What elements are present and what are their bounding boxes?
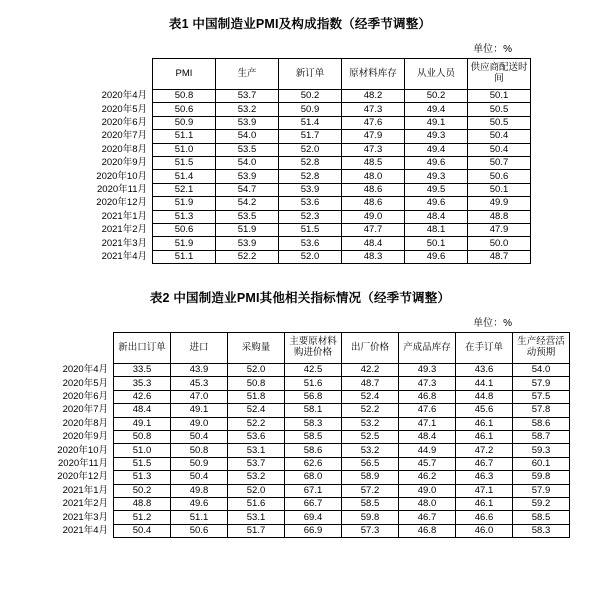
document-page bbox=[0, 14, 600, 600]
table-row bbox=[69, 90, 531, 103]
data-cell: 51.1 bbox=[171, 511, 228, 524]
table-row bbox=[30, 377, 570, 390]
table1-body bbox=[69, 90, 531, 264]
row-label: 2021年4月 bbox=[62, 524, 108, 536]
data-cell: 49.0 bbox=[171, 417, 228, 430]
data-cell: 50.5 bbox=[468, 116, 531, 129]
row-label: 2021年2月 bbox=[101, 224, 147, 236]
data-cell: 48.4 bbox=[405, 210, 468, 223]
data-cell: 60.1 bbox=[513, 457, 570, 470]
data-cell: 48.4 bbox=[399, 431, 456, 444]
data-cell: 50.6 bbox=[171, 524, 228, 537]
data-cell: 58.6 bbox=[285, 444, 342, 457]
data-cell: 42.2 bbox=[342, 364, 399, 377]
data-cell: 53.9 bbox=[279, 183, 342, 196]
data-cell: 52.8 bbox=[279, 156, 342, 169]
data-cell: 51.0 bbox=[153, 143, 216, 156]
data-cell: 45.6 bbox=[456, 404, 513, 417]
data-cell: 49.4 bbox=[405, 103, 468, 116]
data-cell: 46.7 bbox=[456, 457, 513, 470]
table-row bbox=[30, 511, 570, 524]
table1-col-header-5: 供应商配送时间 bbox=[468, 59, 531, 90]
data-cell: 48.3 bbox=[342, 250, 405, 263]
data-cell: 51.5 bbox=[114, 457, 171, 470]
table2-col-header-0: 新出口订单 bbox=[114, 333, 171, 364]
data-cell: 52.5 bbox=[342, 431, 399, 444]
data-cell: 48.7 bbox=[342, 377, 399, 390]
table-row bbox=[69, 237, 531, 250]
table-row bbox=[30, 444, 570, 457]
table-row bbox=[30, 484, 570, 497]
data-cell: 58.5 bbox=[285, 431, 342, 444]
data-cell: 59.8 bbox=[342, 511, 399, 524]
data-cell: 48.2 bbox=[342, 90, 405, 103]
data-cell: 44.1 bbox=[456, 377, 513, 390]
data-cell: 50.2 bbox=[405, 90, 468, 103]
row-label: 2020年12月 bbox=[96, 197, 147, 209]
data-cell: 49.5 bbox=[405, 183, 468, 196]
row-label: 2020年4月 bbox=[101, 90, 147, 102]
data-cell: 53.6 bbox=[279, 197, 342, 210]
data-cell: 58.7 bbox=[513, 431, 570, 444]
data-cell: 68.0 bbox=[285, 471, 342, 484]
data-cell: 52.3 bbox=[279, 210, 342, 223]
data-cell: 62.6 bbox=[285, 457, 342, 470]
data-cell: 47.1 bbox=[456, 484, 513, 497]
data-cell: 53.2 bbox=[228, 471, 285, 484]
row-label: 2020年8月 bbox=[62, 417, 108, 429]
data-cell: 57.9 bbox=[513, 377, 570, 390]
data-cell: 52.1 bbox=[153, 183, 216, 196]
data-cell: 51.5 bbox=[153, 156, 216, 169]
table1-col-header-1: 生产 bbox=[216, 59, 279, 90]
table2-col-header-7: 生产经营活动预期 bbox=[513, 333, 570, 364]
row-label: 2021年4月 bbox=[101, 250, 147, 262]
table2-col-header-6: 在手订单 bbox=[456, 333, 513, 364]
data-cell: 52.0 bbox=[279, 143, 342, 156]
data-cell: 47.3 bbox=[342, 143, 405, 156]
data-cell: 53.5 bbox=[216, 143, 279, 156]
table-row bbox=[69, 223, 531, 236]
data-cell: 50.1 bbox=[405, 237, 468, 250]
data-cell: 50.4 bbox=[468, 130, 531, 143]
data-cell: 46.2 bbox=[399, 471, 456, 484]
table-row bbox=[69, 183, 531, 196]
row-label: 2021年3月 bbox=[62, 511, 108, 523]
table-row bbox=[69, 210, 531, 223]
data-cell: 51.4 bbox=[153, 170, 216, 183]
table2-col-header-4: 出厂价格 bbox=[342, 333, 399, 364]
row-label: 2021年1月 bbox=[62, 484, 108, 496]
table2-col-header-5: 产成品库存 bbox=[399, 333, 456, 364]
row-label: 2021年2月 bbox=[62, 498, 108, 510]
data-cell: 51.0 bbox=[114, 444, 171, 457]
row-label: 2020年11月 bbox=[58, 458, 108, 470]
row-label: 2021年1月 bbox=[101, 210, 147, 222]
data-cell: 52.2 bbox=[216, 250, 279, 263]
data-cell: 51.9 bbox=[216, 223, 279, 236]
table-row bbox=[30, 497, 570, 510]
table1-col-header-0: PMI bbox=[153, 59, 216, 90]
table-row bbox=[69, 197, 531, 210]
table2-body bbox=[30, 364, 570, 538]
data-cell: 49.3 bbox=[405, 130, 468, 143]
data-cell: 52.2 bbox=[342, 404, 399, 417]
data-cell: 53.1 bbox=[228, 444, 285, 457]
row-label: 2020年6月 bbox=[101, 116, 147, 128]
row-label: 2020年5月 bbox=[62, 377, 108, 389]
table-row bbox=[30, 417, 570, 430]
table-row bbox=[30, 524, 570, 537]
table2-head bbox=[30, 333, 570, 364]
data-cell: 48.5 bbox=[342, 156, 405, 169]
data-cell: 50.9 bbox=[279, 103, 342, 116]
data-cell: 57.9 bbox=[513, 484, 570, 497]
row-label: 2020年8月 bbox=[101, 143, 147, 155]
data-cell: 46.6 bbox=[456, 511, 513, 524]
data-cell: 58.3 bbox=[513, 524, 570, 537]
data-cell: 50.2 bbox=[114, 484, 171, 497]
table1-header-row bbox=[69, 59, 531, 90]
data-cell: 50.8 bbox=[114, 431, 171, 444]
data-cell: 48.4 bbox=[342, 237, 405, 250]
table1-wrapper bbox=[0, 58, 600, 264]
data-cell: 48.6 bbox=[342, 183, 405, 196]
data-cell: 51.3 bbox=[153, 210, 216, 223]
data-cell: 50.8 bbox=[228, 377, 285, 390]
data-cell: 50.1 bbox=[468, 183, 531, 196]
data-cell: 50.5 bbox=[468, 103, 531, 116]
data-cell: 47.9 bbox=[468, 223, 531, 236]
data-cell: 53.2 bbox=[216, 103, 279, 116]
table-row bbox=[69, 130, 531, 143]
data-cell: 49.1 bbox=[405, 116, 468, 129]
row-label: 2020年9月 bbox=[62, 431, 108, 443]
data-cell: 53.7 bbox=[216, 90, 279, 103]
data-cell: 49.0 bbox=[342, 210, 405, 223]
data-cell: 49.4 bbox=[405, 143, 468, 156]
row-label: 2020年11月 bbox=[97, 183, 147, 195]
data-cell: 51.8 bbox=[228, 390, 285, 403]
data-cell: 49.1 bbox=[171, 404, 228, 417]
data-cell: 66.7 bbox=[285, 497, 342, 510]
data-cell: 46.8 bbox=[399, 524, 456, 537]
data-cell: 52.0 bbox=[279, 250, 342, 263]
data-cell: 56.8 bbox=[285, 390, 342, 403]
table1-title: 表1 中国制造业PMI及构成指数（经季节调整） bbox=[168, 17, 432, 31]
row-label: 2020年10月 bbox=[96, 170, 147, 182]
data-cell: 47.2 bbox=[456, 444, 513, 457]
data-cell: 48.8 bbox=[468, 210, 531, 223]
table1-head bbox=[69, 59, 531, 90]
data-cell: 46.7 bbox=[399, 511, 456, 524]
data-cell: 52.8 bbox=[279, 170, 342, 183]
row-label: 2020年6月 bbox=[62, 391, 108, 403]
table1-corner-cell bbox=[69, 59, 153, 90]
data-cell: 49.3 bbox=[405, 170, 468, 183]
data-cell: 58.5 bbox=[342, 497, 399, 510]
data-cell: 45.3 bbox=[171, 377, 228, 390]
data-cell: 67.1 bbox=[285, 484, 342, 497]
data-cell: 50.7 bbox=[468, 156, 531, 169]
data-cell: 53.6 bbox=[228, 431, 285, 444]
data-cell: 46.0 bbox=[456, 524, 513, 537]
table2-header-row bbox=[30, 333, 570, 364]
data-cell: 50.0 bbox=[468, 237, 531, 250]
row-label: 2020年4月 bbox=[62, 364, 108, 376]
data-cell: 56.5 bbox=[342, 457, 399, 470]
data-cell: 50.1 bbox=[468, 90, 531, 103]
data-cell: 49.6 bbox=[171, 497, 228, 510]
data-cell: 50.4 bbox=[114, 524, 171, 537]
data-cell: 66.9 bbox=[285, 524, 342, 537]
data-cell: 54.0 bbox=[216, 130, 279, 143]
data-cell: 47.7 bbox=[342, 223, 405, 236]
data-cell: 50.4 bbox=[171, 431, 228, 444]
data-cell: 54.2 bbox=[216, 197, 279, 210]
data-cell: 59.8 bbox=[513, 471, 570, 484]
data-cell: 44.9 bbox=[399, 444, 456, 457]
table2-title: 表2 中国制造业PMI其他相关指标情况（经季节调整） bbox=[149, 291, 451, 306]
table-row bbox=[69, 170, 531, 183]
data-cell: 57.8 bbox=[513, 404, 570, 417]
row-label: 2020年9月 bbox=[101, 157, 147, 169]
data-cell: 50.2 bbox=[279, 90, 342, 103]
data-cell: 50.6 bbox=[153, 103, 216, 116]
table-row bbox=[30, 457, 570, 470]
data-cell: 53.9 bbox=[216, 237, 279, 250]
row-label: 2020年5月 bbox=[101, 103, 147, 115]
table1-col-header-4: 从业人员 bbox=[405, 59, 468, 90]
data-cell: 51.7 bbox=[228, 524, 285, 537]
data-cell: 51.4 bbox=[279, 116, 342, 129]
data-cell: 51.7 bbox=[279, 130, 342, 143]
data-cell: 53.5 bbox=[216, 210, 279, 223]
data-cell: 49.8 bbox=[171, 484, 228, 497]
data-cell: 51.1 bbox=[153, 130, 216, 143]
table-row bbox=[69, 156, 531, 169]
data-cell: 54.7 bbox=[216, 183, 279, 196]
table-row bbox=[30, 390, 570, 403]
data-cell: 53.9 bbox=[216, 170, 279, 183]
table2-unit: 单位：% bbox=[473, 318, 512, 330]
data-cell: 50.9 bbox=[153, 116, 216, 129]
data-cell: 50.6 bbox=[153, 223, 216, 236]
table-row bbox=[69, 250, 531, 263]
row-label: 2021年3月 bbox=[101, 237, 147, 249]
data-cell: 50.6 bbox=[468, 170, 531, 183]
data-cell: 47.6 bbox=[342, 116, 405, 129]
data-cell: 53.2 bbox=[342, 417, 399, 430]
data-cell: 47.6 bbox=[399, 404, 456, 417]
data-cell: 52.0 bbox=[228, 484, 285, 497]
data-cell: 54.0 bbox=[513, 364, 570, 377]
data-cell: 53.1 bbox=[228, 511, 285, 524]
data-cell: 51.2 bbox=[114, 511, 171, 524]
table1-col-header-3: 原材料库存 bbox=[342, 59, 405, 90]
data-cell: 53.7 bbox=[228, 457, 285, 470]
data-cell: 45.7 bbox=[399, 457, 456, 470]
data-cell: 46.1 bbox=[456, 497, 513, 510]
table-row bbox=[30, 404, 570, 417]
table1-unit: 单位：% bbox=[473, 44, 512, 55]
table-row bbox=[30, 364, 570, 377]
data-cell: 33.5 bbox=[114, 364, 171, 377]
data-cell: 49.6 bbox=[405, 156, 468, 169]
data-cell: 50.9 bbox=[171, 457, 228, 470]
data-cell: 46.8 bbox=[399, 390, 456, 403]
data-cell: 59.3 bbox=[513, 444, 570, 457]
data-cell: 48.1 bbox=[405, 223, 468, 236]
data-cell: 50.8 bbox=[153, 90, 216, 103]
table2-col-header-1: 进口 bbox=[171, 333, 228, 364]
data-cell: 53.2 bbox=[342, 444, 399, 457]
data-cell: 35.3 bbox=[114, 377, 171, 390]
data-cell: 46.1 bbox=[456, 431, 513, 444]
data-cell: 48.8 bbox=[114, 497, 171, 510]
data-cell: 43.6 bbox=[456, 364, 513, 377]
data-cell: 69.4 bbox=[285, 511, 342, 524]
data-cell: 44.8 bbox=[456, 390, 513, 403]
data-cell: 53.6 bbox=[279, 237, 342, 250]
data-cell: 49.9 bbox=[468, 197, 531, 210]
data-cell: 58.1 bbox=[285, 404, 342, 417]
row-label: 2020年12月 bbox=[57, 471, 108, 483]
data-cell: 51.3 bbox=[114, 471, 171, 484]
data-cell: 52.4 bbox=[228, 404, 285, 417]
data-cell: 48.6 bbox=[342, 197, 405, 210]
pmi-other-indicators-table bbox=[30, 332, 570, 538]
row-label: 2020年7月 bbox=[101, 130, 147, 142]
row-label: 2020年10月 bbox=[57, 444, 108, 456]
data-cell: 58.3 bbox=[285, 417, 342, 430]
data-cell: 42.5 bbox=[285, 364, 342, 377]
data-cell: 57.2 bbox=[342, 484, 399, 497]
data-cell: 51.1 bbox=[153, 250, 216, 263]
pmi-composition-table bbox=[69, 58, 531, 264]
data-cell: 46.1 bbox=[456, 417, 513, 430]
data-cell: 49.3 bbox=[399, 364, 456, 377]
data-cell: 50.8 bbox=[171, 444, 228, 457]
data-cell: 51.6 bbox=[285, 377, 342, 390]
data-cell: 49.1 bbox=[114, 417, 171, 430]
data-cell: 48.4 bbox=[114, 404, 171, 417]
data-cell: 48.0 bbox=[342, 170, 405, 183]
data-cell: 58.5 bbox=[513, 511, 570, 524]
data-cell: 49.6 bbox=[405, 250, 468, 263]
data-cell: 52.0 bbox=[228, 364, 285, 377]
data-cell: 58.6 bbox=[513, 417, 570, 430]
data-cell: 42.6 bbox=[114, 390, 171, 403]
data-cell: 48.7 bbox=[468, 250, 531, 263]
data-cell: 48.0 bbox=[399, 497, 456, 510]
data-cell: 47.0 bbox=[171, 390, 228, 403]
data-cell: 46.3 bbox=[456, 471, 513, 484]
data-cell: 51.6 bbox=[228, 497, 285, 510]
data-cell: 50.4 bbox=[468, 143, 531, 156]
data-cell: 51.9 bbox=[153, 197, 216, 210]
data-cell: 52.4 bbox=[342, 390, 399, 403]
data-cell: 58.9 bbox=[342, 471, 399, 484]
data-cell: 47.3 bbox=[342, 103, 405, 116]
table2-col-header-3: 主要原材料购进价格 bbox=[285, 333, 342, 364]
data-cell: 57.3 bbox=[342, 524, 399, 537]
table-row bbox=[69, 116, 531, 129]
table2-corner-cell bbox=[30, 333, 114, 364]
data-cell: 49.0 bbox=[399, 484, 456, 497]
data-cell: 47.3 bbox=[399, 377, 456, 390]
table1-col-header-2: 新订单 bbox=[279, 59, 342, 90]
table-row bbox=[30, 431, 570, 444]
data-cell: 52.2 bbox=[228, 417, 285, 430]
table-row bbox=[69, 103, 531, 116]
data-cell: 50.4 bbox=[171, 471, 228, 484]
table2-wrapper bbox=[0, 332, 600, 538]
data-cell: 49.6 bbox=[405, 197, 468, 210]
data-cell: 54.0 bbox=[216, 156, 279, 169]
data-cell: 59.2 bbox=[513, 497, 570, 510]
table-row bbox=[69, 143, 531, 156]
data-cell: 43.9 bbox=[171, 364, 228, 377]
row-label: 2020年7月 bbox=[62, 404, 108, 416]
data-cell: 51.9 bbox=[153, 237, 216, 250]
data-cell: 51.5 bbox=[279, 223, 342, 236]
data-cell: 57.5 bbox=[513, 390, 570, 403]
data-cell: 53.9 bbox=[216, 116, 279, 129]
table2-col-header-2: 采购量 bbox=[228, 333, 285, 364]
data-cell: 47.9 bbox=[342, 130, 405, 143]
table-row bbox=[30, 471, 570, 484]
data-cell: 47.1 bbox=[399, 417, 456, 430]
